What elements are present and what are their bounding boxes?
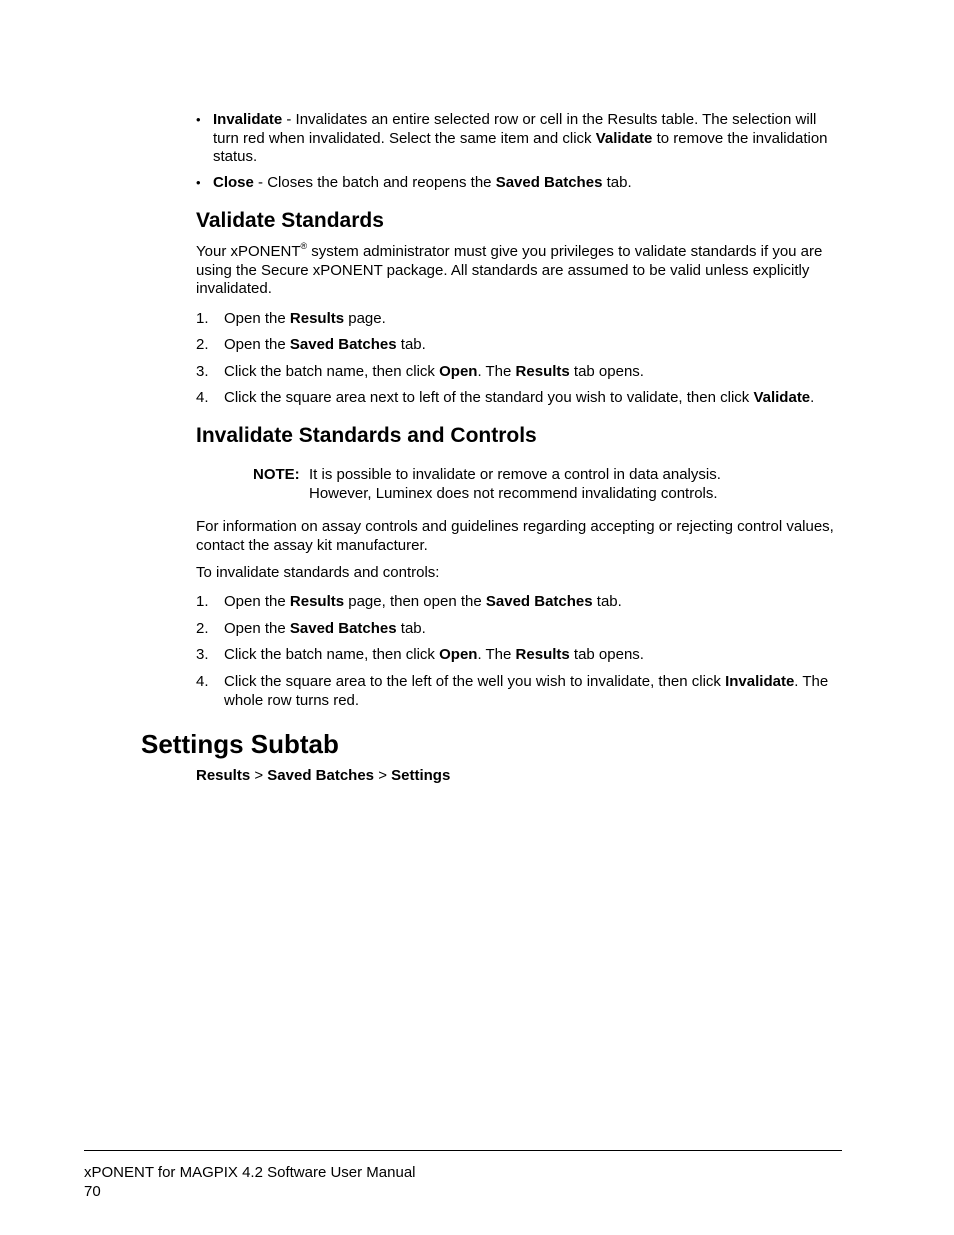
breadcrumb-item: Settings [391,767,451,784]
validate-step [196,336,846,355]
breadcrumb-item: Saved Batches [267,767,375,784]
validate-step [196,389,846,408]
step-text: Open the Saved Batches tab. [224,620,426,637]
invalidate-step [196,646,846,665]
note-label: NOTE: [253,466,300,483]
bullet-invalidate-text: Invalidate - Invalidates an entire selected row or cell in the Results table. The selection will turn red when invalidated. Select the same item and click Validate to remove the invalidation status. [213,111,828,165]
invalidate-step [196,620,846,639]
invalidate-step [196,593,846,612]
footer-divider [84,1150,842,1151]
breadcrumb-separator: > [250,767,268,784]
step-number: 2. [196,620,209,637]
bullet-close-text: Close - Closes the batch and reopens the Saved Batches tab. [213,174,632,191]
bullet-term: Close [213,174,254,191]
invalidate-intro-line: To invalidate standards and controls: [196,564,440,581]
footer-manual-title: xPONENT for MAGPIX 4.2 Software User Manual [84,1164,416,1181]
invalidate-standards-heading: Invalidate Standards and Controls [196,424,537,447]
bullet-close [196,174,846,193]
bullet-marker: • [196,175,201,190]
step-number: 1. [196,310,209,327]
validate-step [196,363,846,382]
validate-step [196,310,846,329]
step-number: 4. [196,673,209,690]
step-text: Open the Saved Batches tab. [224,336,426,353]
validate-intro-paragraph: Your xPONENT® system administrator must give you privileges to validate standards if you are using the Secure xPONENT package. All standards are assumed to be valid unless explicitly invalidated. [196,241,823,297]
step-number: 3. [196,646,209,663]
bullet-invalidate [196,111,846,167]
step-number: 2. [196,336,209,353]
registered-mark: ® [300,241,308,251]
step-number: 4. [196,389,209,406]
step-text: Open the Results page. [224,310,386,327]
breadcrumb-separator: > [374,767,392,784]
validate-standards-heading: Validate Standards [196,209,384,232]
step-number: 3. [196,363,209,380]
bullet-marker: • [196,112,201,127]
step-text: Click the batch name, then click Open. The Results tab opens. [224,363,644,380]
assay-controls-paragraph: For information on assay controls and guidelines regarding accepting or rejecting control values, contact the assay kit manufacturer. [196,518,834,554]
note-line-2: However, Luminex does not recommend invalidating controls. [309,485,718,502]
note-line-1: It is possible to invalidate or remove a control in data analysis. [309,466,721,483]
footer-page-number: 70 [84,1183,101,1200]
settings-subtab-heading: Settings Subtab [141,729,339,759]
step-number: 1. [196,593,209,610]
breadcrumb-item: Results [196,767,251,784]
step-text: Click the batch name, then click Open. The Results tab opens. [224,646,644,663]
breadcrumb [196,767,846,786]
step-text: Click the square area next to left of the standard you wish to validate, then click Validate. [224,389,815,406]
step-text: Open the Results page, then open the Saved Batches tab. [224,593,622,610]
step-text: Click the square area to the left of the well you wish to invalidate, then click Invalidate. The whole row turns red. [224,673,829,709]
invalidate-step [196,673,846,711]
bullet-term: Invalidate [213,111,283,128]
